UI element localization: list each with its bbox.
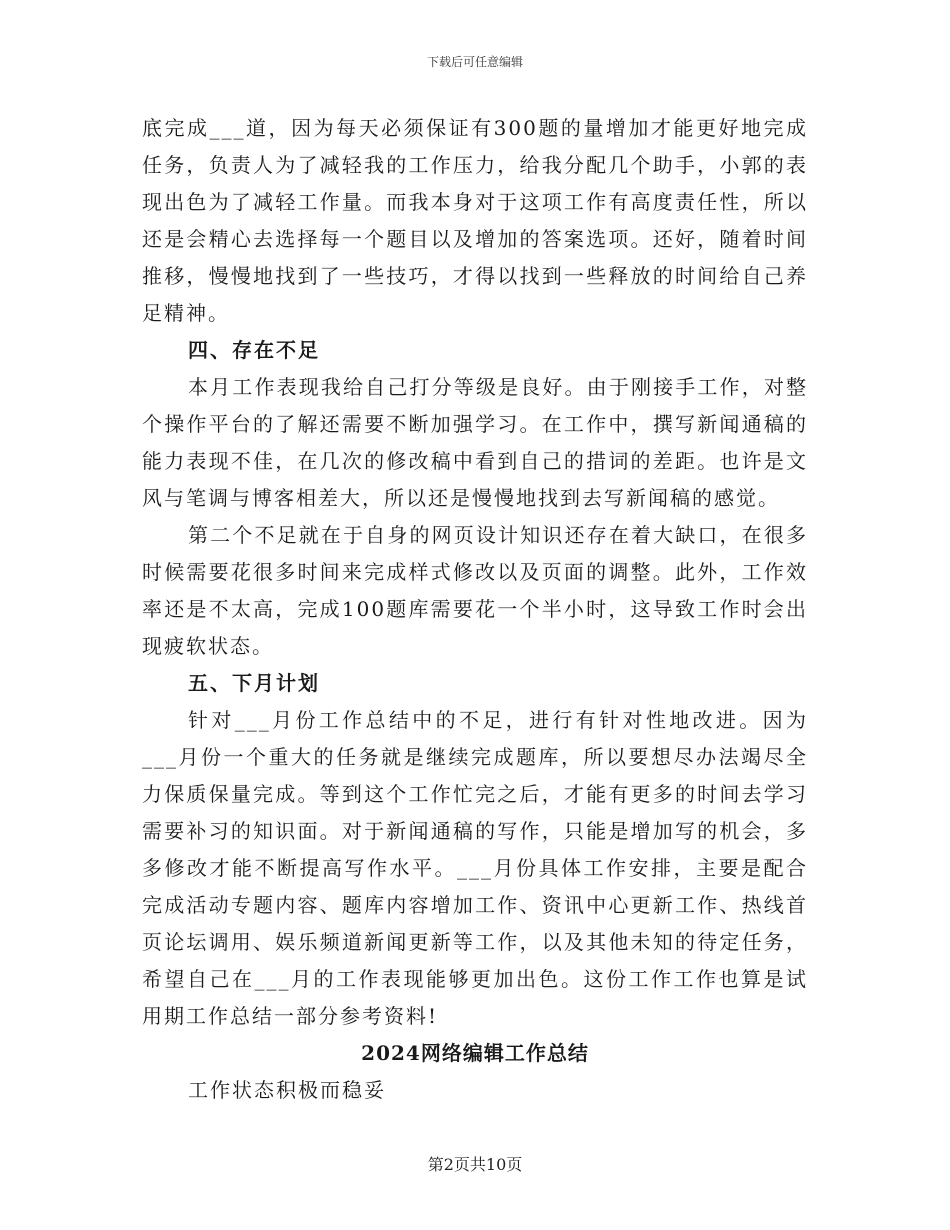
- paragraph-shortcoming-2: 第二个不足就在于自身的网页设计知识还存在着大缺口，在很多时候需要花很多时间来完成样式修改以及页面的调整。此外，工作效率还是不太高，完成100题库需要花一个半小时，这导致工作时会出现疲软状态。: [142, 523, 808, 658]
- document-body: [142, 110, 808, 1109]
- paragraph-plan: 针对___月份工作总结中的不足，进行有针对性地改进。因为___月份一个重大的任务就是继续完成题库，所以要想尽办法竭尽全力保质保量完成。等到这个工作忙完之后，才能有更多的时间去学习需要补习的知识面。对于新闻通稿的写作，只能是增加写的机会，多多修改才能不断提高写作水平。___月份具体工作安排，主要是配合完成活动专题内容、题库内容增加工作、资讯中心更新工作、热线首页论坛调用、娱乐频道新闻更新等工作，以及其他未知的待定任务，希望自己在___月的工作表现能够更加出色。这份工作工作也算是试用期工作总结一部分参考资料!: [142, 708, 808, 1028]
- page-number: 第2页共10页: [427, 1155, 523, 1174]
- document-title: 2024网络编辑工作总结: [361, 1041, 589, 1065]
- section-heading-next-month-plan: 五、下月计划: [188, 671, 320, 695]
- paragraph-continued: 底完成___道，因为每天必须保证有300题的量增加才能更好地完成任务，负责人为了减轻我的工作压力，给我分配几个助手，小郭的表现出色为了减轻工作量。而我本身对于这项工作有高度责任性，所以还是会精心去选择每一个题目以及增加的答案选项。还好，随着时间推移，慢慢地找到了一些技巧，才得以找到一些释放的时间给自己养足精神。: [142, 116, 808, 325]
- intro-line: 工作状态积极而稳妥: [188, 1078, 386, 1102]
- page-header: 下载后可任意编辑: [426, 55, 523, 69]
- section-heading-shortcomings: 四、存在不足: [188, 338, 320, 362]
- paragraph-shortcoming-1: 本月工作表现我给自己打分等级是良好。由于刚接手工作，对整个操作平台的了解还需要不断加强学习。在工作中，撰写新闻通稿的能力表现不佳，在几次的修改稿中看到自己的措词的差距。也许是文风与笔调与博客相差大，所以还是慢慢地找到去写新闻稿的感觉。: [142, 375, 808, 510]
